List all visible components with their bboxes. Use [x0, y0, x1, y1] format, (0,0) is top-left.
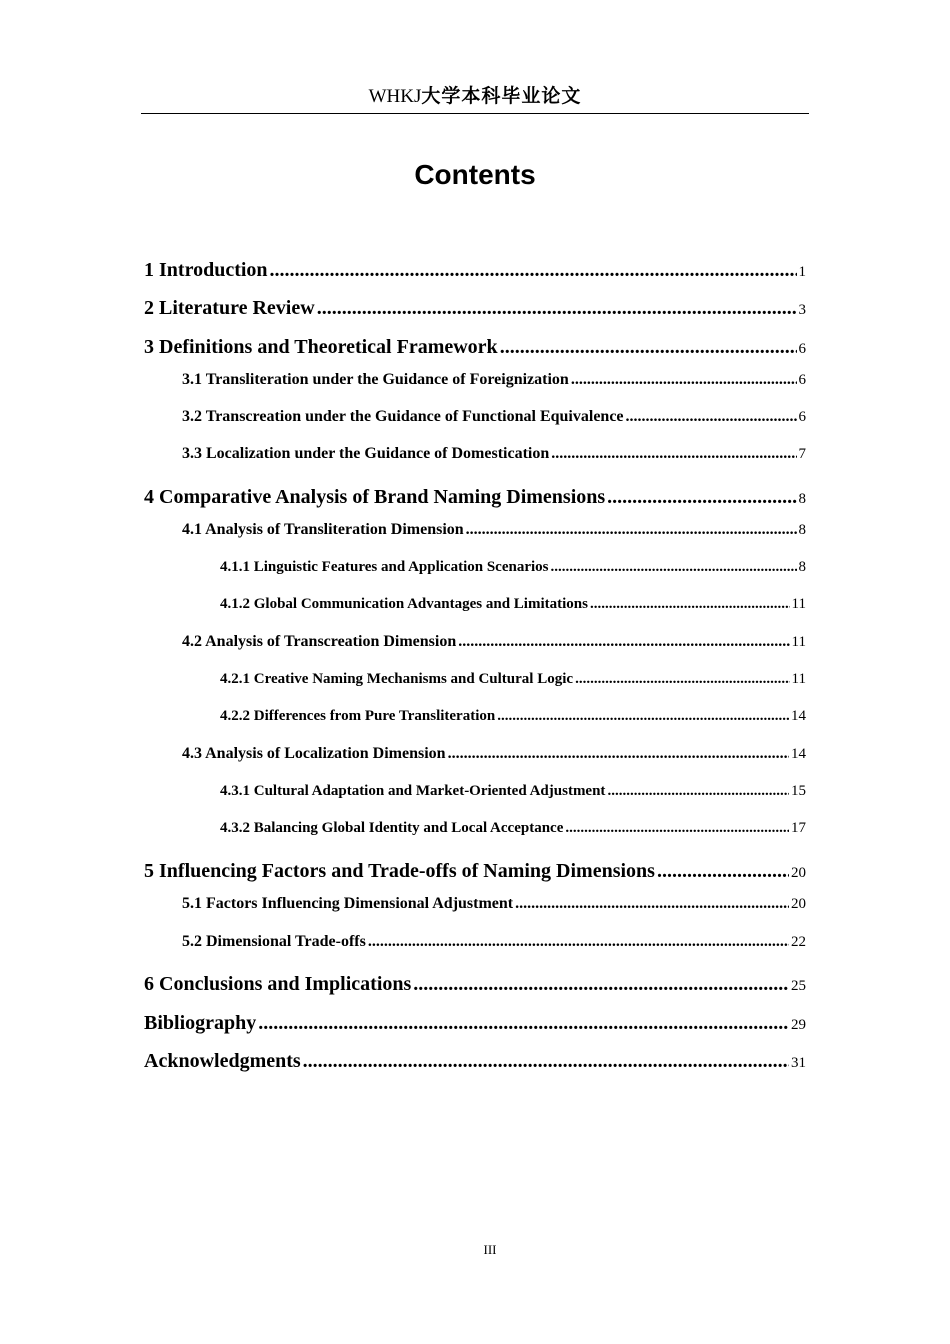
dot-leader — [303, 1048, 789, 1074]
toc-entry-label: 4.2 Analysis of Transcreation Dimension — [182, 633, 457, 650]
toc-entry-page: 8 — [798, 491, 806, 507]
toc-entry-label: 4.1.1 Linguistic Features and Application Scenarios — [220, 559, 549, 575]
toc-entry[interactable] — [182, 443, 806, 465]
toc-entry[interactable] — [220, 557, 806, 577]
toc-entry-label: 4.3 Analysis of Localization Dimension — [182, 745, 446, 762]
header-latin: WHKJ — [368, 86, 422, 107]
toc-entry-page: 25 — [791, 978, 806, 994]
dot-leader — [368, 931, 789, 953]
toc-entry[interactable] — [144, 295, 806, 323]
toc-entry-label: 1 Introduction — [144, 259, 268, 281]
toc-entry-page: 20 — [791, 865, 806, 881]
dot-leader — [565, 818, 789, 838]
toc-entry-label: 3 Definitions and Theoretical Framework — [144, 336, 498, 358]
toc-entry-page: 6 — [798, 409, 806, 425]
toc-entry-page: 22 — [791, 934, 806, 950]
toc-entry-page: 31 — [791, 1055, 806, 1071]
toc-entry-page: 1 — [798, 264, 806, 280]
toc-entry-page: 29 — [791, 1017, 806, 1033]
dot-leader — [466, 519, 797, 541]
page-number: III — [483, 1242, 497, 1257]
toc-entry[interactable] — [144, 334, 806, 362]
toc-entry-page: 3 — [798, 302, 806, 318]
dot-leader — [657, 858, 789, 884]
toc-entry[interactable] — [182, 931, 806, 953]
dot-leader — [317, 295, 797, 321]
dot-leader — [458, 631, 789, 653]
toc-entry-label: 4.1.2 Global Communication Advantages and Limitations — [220, 596, 588, 612]
toc-entry[interactable] — [182, 369, 806, 391]
toc-entry-page: 17 — [791, 820, 806, 836]
toc-entry-label: 6 Conclusions and Implications — [144, 973, 412, 995]
dot-leader — [575, 669, 789, 689]
toc-entry-page: 20 — [791, 896, 806, 912]
toc-entry-label: Acknowledgments — [144, 1050, 301, 1072]
toc-entry-page: 11 — [791, 671, 806, 687]
toc-entry-label: 4.3.1 Cultural Adaptation and Market-Oriented Adjustment — [220, 783, 606, 799]
dot-leader — [551, 443, 796, 465]
toc-entry[interactable] — [220, 706, 806, 726]
dot-leader — [607, 781, 789, 801]
dot-leader — [258, 1010, 789, 1036]
toc-entry[interactable] — [182, 631, 806, 653]
toc-entry-label: 3.3 Localization under the Guidance of Domestication — [182, 445, 550, 462]
toc-entry-label: 4.2.2 Differences from Pure Transliteration — [220, 708, 496, 724]
toc-entry[interactable] — [182, 743, 806, 765]
toc-entry-page: 11 — [791, 634, 806, 650]
toc-entry-page: 11 — [791, 596, 806, 612]
dot-leader — [497, 706, 789, 726]
toc-entry-label: Bibliography — [144, 1012, 257, 1034]
toc-entry[interactable] — [182, 406, 806, 428]
toc-entry-label: 4.3.2 Balancing Global Identity and Local Acceptance — [220, 820, 564, 836]
header-chinese: 大学本科毕业论文 — [421, 85, 582, 107]
toc-entry[interactable] — [144, 484, 806, 512]
toc-entry[interactable] — [144, 858, 806, 886]
dot-leader — [413, 971, 789, 997]
toc-entry-label: 4.2.1 Creative Naming Mechanisms and Cultural Logic — [220, 671, 574, 687]
toc-entry[interactable] — [144, 257, 806, 285]
dot-leader — [571, 369, 797, 391]
toc-entry-label: 5 Influencing Factors and Trade-offs of Naming Dimensions — [144, 860, 655, 882]
dot-leader — [448, 743, 789, 765]
toc-entry[interactable] — [220, 669, 806, 689]
toc-entry[interactable] — [220, 781, 806, 801]
dot-leader — [515, 893, 789, 915]
toc-entry-page: 6 — [798, 341, 806, 357]
contents-title: Contents — [414, 159, 536, 190]
toc-entry-page: 15 — [791, 783, 806, 799]
toc-entry-page: 14 — [791, 708, 806, 724]
dot-leader — [500, 334, 797, 360]
page-header — [141, 83, 809, 114]
toc-entry[interactable] — [220, 818, 806, 838]
dot-leader — [590, 594, 790, 614]
toc-entry-label: 2 Literature Review — [144, 297, 315, 319]
toc-entry[interactable] — [220, 594, 806, 614]
toc-entry-page: 14 — [791, 746, 806, 762]
toc-entry-page: 7 — [798, 446, 806, 462]
toc-entry[interactable] — [144, 1010, 806, 1038]
toc-entry[interactable] — [182, 893, 806, 915]
toc-entry[interactable] — [144, 1048, 806, 1076]
toc-entry-label: 3.2 Transcreation under the Guidance of Functional Equivalence — [182, 408, 624, 425]
toc-entry-page: 8 — [798, 522, 806, 538]
toc-entry[interactable] — [182, 519, 806, 541]
dot-leader — [607, 484, 796, 510]
toc-entry-page: 6 — [798, 372, 806, 388]
toc-entry-label: 4 Comparative Analysis of Brand Naming Dimensions — [144, 486, 606, 508]
toc-entry-label: 4.1 Analysis of Transliteration Dimension — [182, 521, 464, 538]
toc-entry[interactable] — [144, 971, 806, 999]
dot-leader — [626, 406, 797, 428]
dot-leader — [270, 257, 797, 283]
toc-entry-label: 3.1 Transliteration under the Guidance of Foreignization — [182, 371, 569, 388]
toc-entry-page: 8 — [798, 559, 806, 575]
toc-entry-label: 5.1 Factors Influencing Dimensional Adjustment — [182, 895, 514, 912]
toc-entry-label: 5.2 Dimensional Trade-offs — [182, 933, 366, 950]
dot-leader — [551, 557, 797, 577]
